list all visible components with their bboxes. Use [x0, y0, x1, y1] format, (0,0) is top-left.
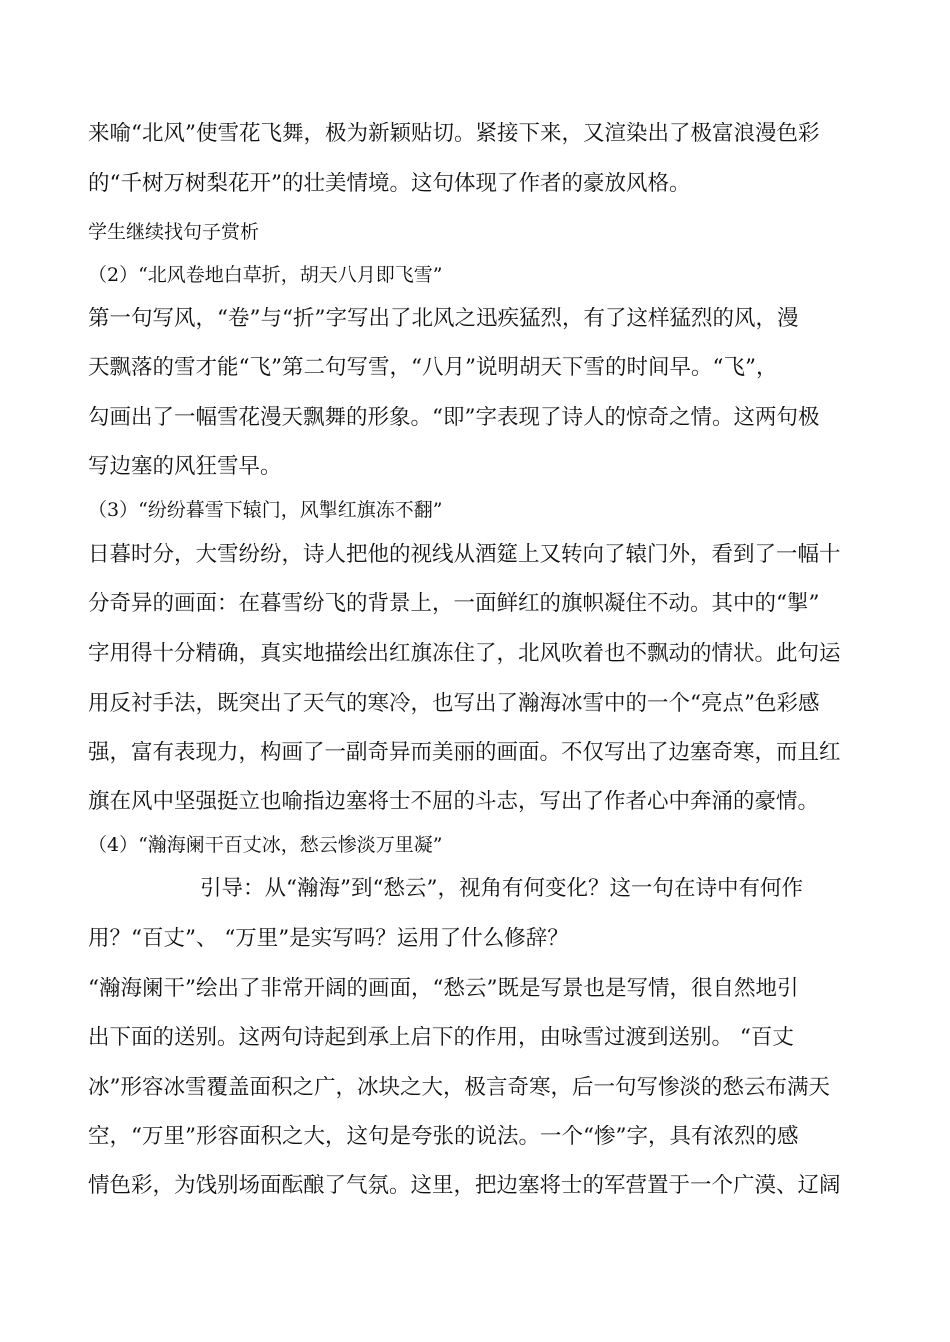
text-line: “瀚海阑干”绘出了非常开阔的画面，“愁云”既是写景也是写情，很自然地引 — [88, 977, 799, 1001]
section-heading: （2）“北风卷地白草折，胡天八月即飞雪” — [88, 264, 443, 286]
text-line: 用反衬手法，既突出了天气的寒冷，也写出了瀚海冰雪中的一个“亮点”色彩感 — [88, 692, 820, 716]
text-line: 空，“万里”形容面积之大，这句是夸张的说法。一个“惨”字，具有浓烈的感 — [88, 1125, 799, 1149]
text-line: 的“千树万树梨花开”的壮美情境。这句体现了作者的豪放风格。 — [88, 172, 691, 196]
text-line: 第一句写风，“卷”与“折”字写出了北风之迅疾猛烈，有了这样猛烈的风，漫 — [88, 307, 799, 331]
text-line: 天飘落的雪才能“飞”第二句写雪，“八月”说明胡天下雪的时间早。“飞”， — [88, 356, 778, 380]
text-line: 分奇异的画面：在暮雪纷飞的背景上，一面鲜红的旗帜凝住不动。其中的“掣” — [88, 592, 820, 616]
section-heading: （3）“纷纷暮雪下辕门，风掣红旗冻不翻” — [88, 499, 443, 521]
text-line: 勾画出了一幅雪花漫天飘舞的形象。“即”字表现了诗人的惊奇之情。这两句极 — [88, 406, 820, 430]
text-line: 引导：从“瀚海”到“愁云”，视角有何变化？这一句在诗中有何作 — [200, 877, 803, 901]
text-line: 旗在风中坚强挺立也喻指边塞将士不屈的斗志，写出了作者心中奔涌的豪情。 — [88, 790, 820, 814]
text-line: 强，富有表现力，构画了一副奇异而美丽的画面。不仅写出了边塞奇寒，而且红 — [88, 741, 841, 765]
text-line: 日暮时分，大雪纷纷，诗人把他的视线从酒筵上又转向了辕门外，看到了一幅十 — [88, 543, 841, 567]
text-line: 冰”形容冰雪覆盖面积之广，冰块之大，极言奇寒，后一句写惨淡的愁云布满天 — [88, 1076, 830, 1100]
text-line: 写边塞的风狂雪早。 — [88, 455, 282, 479]
text-line: 来喻“北风”使雪花飞舞，极为新颖贴切。紧接下来，又渲染出了极富浪漫色彩 — [88, 122, 820, 146]
text-line: 学生继续找句子赏析 — [88, 221, 260, 243]
text-line: 出下面的送别。这两句诗起到承上启下的作用，由咏雪过渡到送别。 “百丈 — [88, 1026, 794, 1050]
text-line: 用？“百丈”、 “万里”是实写吗？运用了什么修辞？ — [88, 927, 569, 951]
text-line: 字用得十分精确，真实地描绘出红旗冻住了，北风吹着也不飘动的情状。此句运 — [88, 642, 841, 666]
section-heading: （4）“瀚海阑干百丈冰，愁云惨淡万里凝” — [88, 834, 443, 856]
text-line: 情色彩，为饯别场面酝酿了气氛。这里，把边塞将士的军营置于一个广漠、辽阔 — [88, 1174, 841, 1198]
